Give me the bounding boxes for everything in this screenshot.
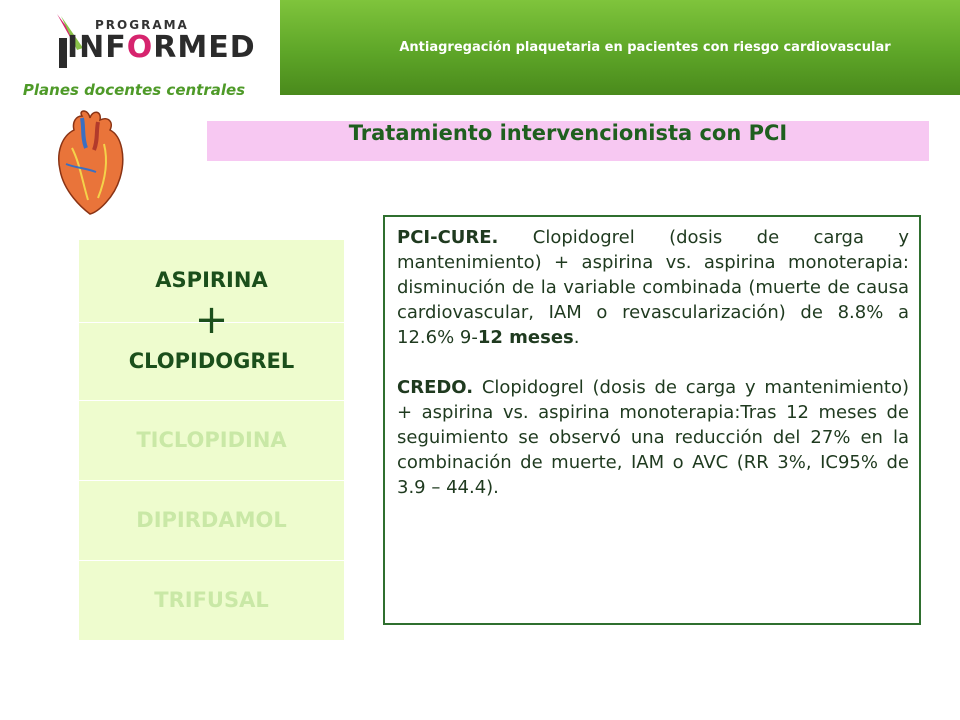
study-name: CREDO. <box>397 377 474 398</box>
section-title: Tratamiento intervencionista con PCI <box>207 121 929 161</box>
banner-title: Antiagregación plaquetaria en pacientes con riesgo cardiovascular <box>399 40 891 55</box>
drug-dipirdamol: DIPIRDAMOL <box>136 508 287 532</box>
brand-tagline: Planes docentes centrales <box>22 81 246 99</box>
logo-informed-text <box>57 30 256 65</box>
logo-programa-text: PROGRAMA <box>95 18 189 32</box>
logo-informed-word: INFORMED <box>67 30 256 65</box>
study-emphasis: 12 meses <box>477 327 574 348</box>
drug-divider <box>79 400 344 401</box>
drug-aspirina: ASPIRINA <box>155 268 268 292</box>
study-pci-cure <box>397 225 909 350</box>
drug-trifusal: TRIFUSAL <box>154 588 269 612</box>
logo-accent-letter: O <box>126 30 154 65</box>
study-text: Clopidogrel (dosis de carga y mantenimiento) + aspirina vs. aspirina monoterapia:Tras 12 meses de seguimiento se observó una reducción del 27% en la combinación de muerte, IAM o AVC (RR 3%, IC95% de 3.9 – 44.4). <box>397 377 909 498</box>
study-tail: . <box>573 327 580 348</box>
top-banner <box>280 0 960 95</box>
study-credo <box>397 375 909 500</box>
drug-clopidogrel: CLOPIDOGREL <box>128 349 295 373</box>
drug-ticlopidina: TICLOPIDINA <box>136 428 287 452</box>
informed-logo <box>55 12 256 78</box>
heart-icon <box>52 108 132 218</box>
drug-list <box>79 240 344 640</box>
study-name: PCI-CURE. <box>397 227 499 248</box>
drug-divider <box>79 560 344 561</box>
drug-divider <box>79 480 344 481</box>
study-text: Clopidogrel (dosis de carga y mantenimiento) + aspirina vs. aspirina monoterapia: disminución de la variable combinada (muerte de causa cardiovascular, IAM o revascularización) de 8.8% a 12.6% 9- <box>397 227 909 348</box>
study-summary-box <box>383 215 921 625</box>
plus-sign: + <box>194 297 229 343</box>
